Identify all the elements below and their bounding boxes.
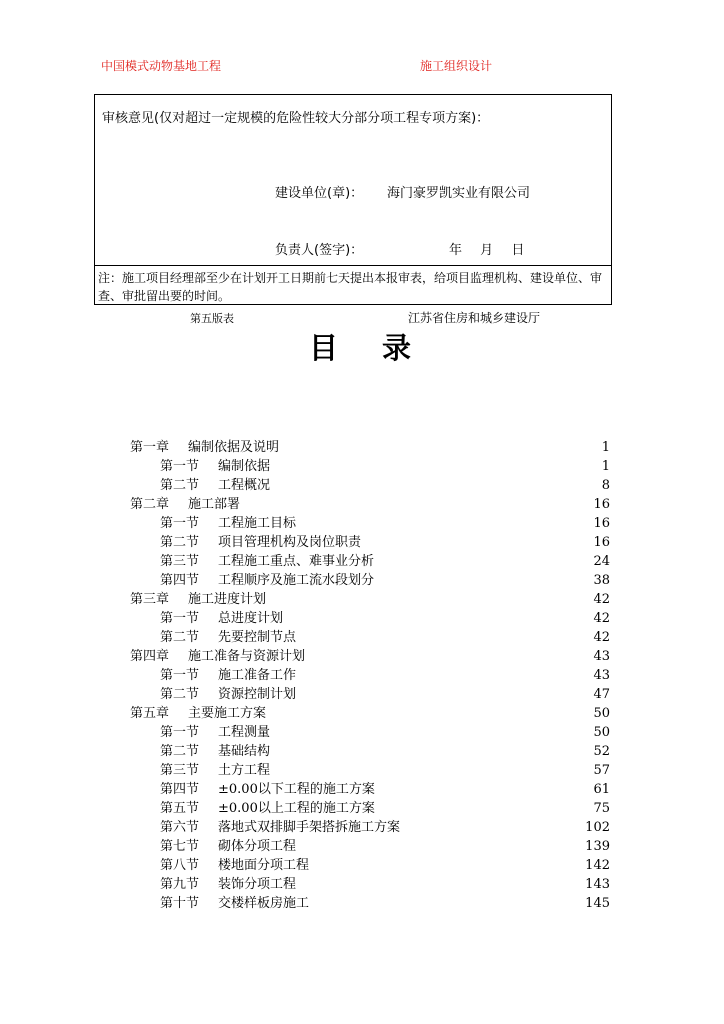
- toc-entry-title: 土方工程: [218, 763, 271, 778]
- toc-entry-page: 16: [593, 516, 610, 531]
- toc-entry-title: 楼地面分项工程: [218, 858, 310, 873]
- toc-entry-page: 47: [593, 687, 610, 702]
- toc-entry-number: 第四章: [130, 649, 170, 664]
- toc-entry-page: 52: [593, 744, 610, 759]
- toc-entry[interactable]: [130, 685, 610, 704]
- toc-entry-number: 第六节: [160, 820, 200, 835]
- unit-label: 建设单位(章)：: [275, 186, 364, 201]
- toc-entry-page: 57: [593, 763, 610, 778]
- toc-entry-page: 8: [601, 478, 610, 493]
- box-divider: [95, 265, 611, 266]
- month-label: 月: [480, 243, 494, 258]
- toc-entry-number: 第三节: [160, 763, 200, 778]
- toc-entry[interactable]: [130, 628, 610, 647]
- toc-entry-title: 编制依据: [218, 459, 271, 474]
- table-of-contents: [130, 438, 610, 913]
- toc-entry-page: 143: [585, 877, 610, 892]
- toc-entry-page: 43: [593, 649, 610, 664]
- toc-entry-page: 102: [585, 820, 610, 835]
- toc-entry-page: 42: [593, 611, 610, 626]
- toc-entry-page: 42: [593, 592, 610, 607]
- toc-entry[interactable]: [130, 818, 610, 837]
- toc-entry-number: 第五节: [160, 801, 200, 816]
- day-label: 日: [511, 243, 525, 258]
- toc-entry-number: 第二节: [160, 687, 200, 702]
- toc-entry-title: 工程顺序及施工流水段划分: [218, 573, 375, 588]
- toc-entry[interactable]: [130, 837, 610, 856]
- toc-title: 目录: [308, 331, 455, 365]
- toc-entry-title: 编制依据及说明: [188, 440, 280, 455]
- toc-entry-number: 第二节: [160, 478, 200, 493]
- toc-entry-title: 交楼样板房施工: [218, 896, 310, 911]
- toc-entry-page: 50: [593, 706, 610, 721]
- toc-entry-title: 落地式双排脚手架搭拆施工方案: [218, 820, 401, 835]
- toc-entry-page: 139: [585, 839, 610, 854]
- toc-entry[interactable]: [130, 856, 610, 875]
- toc-entry-title: 资源控制计划: [218, 687, 297, 702]
- header-project: 中国模式动物基地工程: [101, 59, 222, 73]
- sign-label: 负责人(签字)：: [275, 243, 364, 258]
- toc-entry-title: 工程概况: [218, 478, 271, 493]
- toc-entry-number: 第一节: [160, 668, 200, 683]
- toc-entry-title: 施工部署: [188, 497, 241, 512]
- toc-entry[interactable]: [130, 590, 610, 609]
- toc-entry-number: 第十节: [160, 896, 200, 911]
- toc-entry-number: 第七节: [160, 839, 200, 854]
- toc-entry[interactable]: [130, 438, 610, 457]
- toc-entry-number: 第九节: [160, 877, 200, 892]
- toc-entry[interactable]: [130, 894, 610, 913]
- toc-entry[interactable]: [130, 457, 610, 476]
- toc-entry[interactable]: [130, 533, 610, 552]
- toc-entry-number: 第八节: [160, 858, 200, 873]
- toc-entry[interactable]: [130, 875, 610, 894]
- toc-entry-page: 16: [593, 497, 610, 512]
- toc-entry-number: 第二节: [160, 630, 200, 645]
- toc-entry-number: 第五章: [130, 706, 170, 721]
- toc-entry-title: 先要控制节点: [218, 630, 297, 645]
- toc-entry-title: 工程施工重点、难事业分析: [218, 554, 375, 569]
- toc-entry[interactable]: [130, 495, 610, 514]
- toc-entry-title: 施工准备工作: [218, 668, 297, 683]
- toc-entry-title: 施工进度计划: [188, 592, 267, 607]
- toc-entry[interactable]: [130, 476, 610, 495]
- toc-entry[interactable]: [130, 780, 610, 799]
- toc-entry[interactable]: [130, 609, 610, 628]
- toc-entry-page: 145: [585, 896, 610, 911]
- toc-entry-number: 第一章: [130, 440, 170, 455]
- toc-entry[interactable]: [130, 647, 610, 666]
- toc-entry[interactable]: [130, 761, 610, 780]
- toc-entry-title: 基础结构: [218, 744, 271, 759]
- review-box: [94, 94, 612, 305]
- toc-entry-number: 第三章: [130, 592, 170, 607]
- toc-entry-page: 50: [593, 725, 610, 740]
- date-fields: [449, 239, 538, 258]
- toc-entry-number: 第二章: [130, 497, 170, 512]
- toc-entry-number: 第一节: [160, 459, 200, 474]
- toc-entry-title: ±0.00以下工程的施工方案: [218, 782, 375, 797]
- toc-entry[interactable]: [130, 514, 610, 533]
- review-note: 注：施工项目经理部至少在计划开工日期前七天提出本报审表，给项目监理机构、建设单位、审查、审批留出要的时间。: [98, 271, 603, 303]
- unit-value: 海门豪罗凯实业有限公司: [387, 186, 531, 201]
- toc-entry[interactable]: [130, 723, 610, 742]
- toc-entry-title: ±0.00以上工程的施工方案: [218, 801, 375, 816]
- toc-entry-title: 施工准备与资源计划: [188, 649, 306, 664]
- year-label: 年: [449, 243, 463, 258]
- toc-entry[interactable]: [130, 742, 610, 761]
- toc-entry-number: 第三节: [160, 554, 200, 569]
- header-doc-type: 施工组织设计: [420, 59, 493, 73]
- toc-entry-page: 42: [593, 630, 610, 645]
- toc-entry-title: 工程测量: [218, 725, 271, 740]
- toc-entry[interactable]: [130, 666, 610, 685]
- issuer: 江苏省住房和城乡建设厅: [408, 311, 541, 325]
- toc-entry-number: 第一节: [160, 725, 200, 740]
- form-number: 第五版表: [190, 312, 234, 325]
- toc-entry[interactable]: [130, 571, 610, 590]
- toc-entry-number: 第四节: [160, 573, 200, 588]
- toc-entry-title: 主要施工方案: [188, 706, 267, 721]
- toc-entry[interactable]: [130, 552, 610, 571]
- toc-entry-page: 24: [593, 554, 610, 569]
- toc-entry-number: 第一节: [160, 611, 200, 626]
- toc-entry-title: 装饰分项工程: [218, 877, 297, 892]
- toc-entry[interactable]: [130, 704, 610, 723]
- toc-entry-title: 总进度计划: [218, 611, 284, 626]
- toc-entry-number: 第二节: [160, 535, 200, 550]
- toc-entry-number: 第四节: [160, 782, 200, 797]
- toc-entry-page: 61: [593, 782, 610, 797]
- toc-entry-number: 第二节: [160, 744, 200, 759]
- review-question: 审核意见(仅对超过一定规模的危险性较大分部分项工程专项方案)：: [102, 111, 490, 126]
- toc-entry-title: 项目管理机构及岗位职责: [218, 535, 362, 550]
- toc-entry-title: 工程施工目标: [218, 516, 297, 531]
- toc-entry-page: 75: [593, 801, 610, 816]
- toc-entry-page: 43: [593, 668, 610, 683]
- toc-entry-page: 1: [601, 440, 610, 455]
- toc-entry[interactable]: [130, 799, 610, 818]
- toc-entry-page: 142: [585, 858, 610, 873]
- toc-entry-page: 1: [601, 459, 610, 474]
- toc-entry-page: 38: [593, 573, 610, 588]
- toc-entry-title: 砌体分项工程: [218, 839, 297, 854]
- toc-entry-page: 16: [593, 535, 610, 550]
- toc-entry-number: 第一节: [160, 516, 200, 531]
